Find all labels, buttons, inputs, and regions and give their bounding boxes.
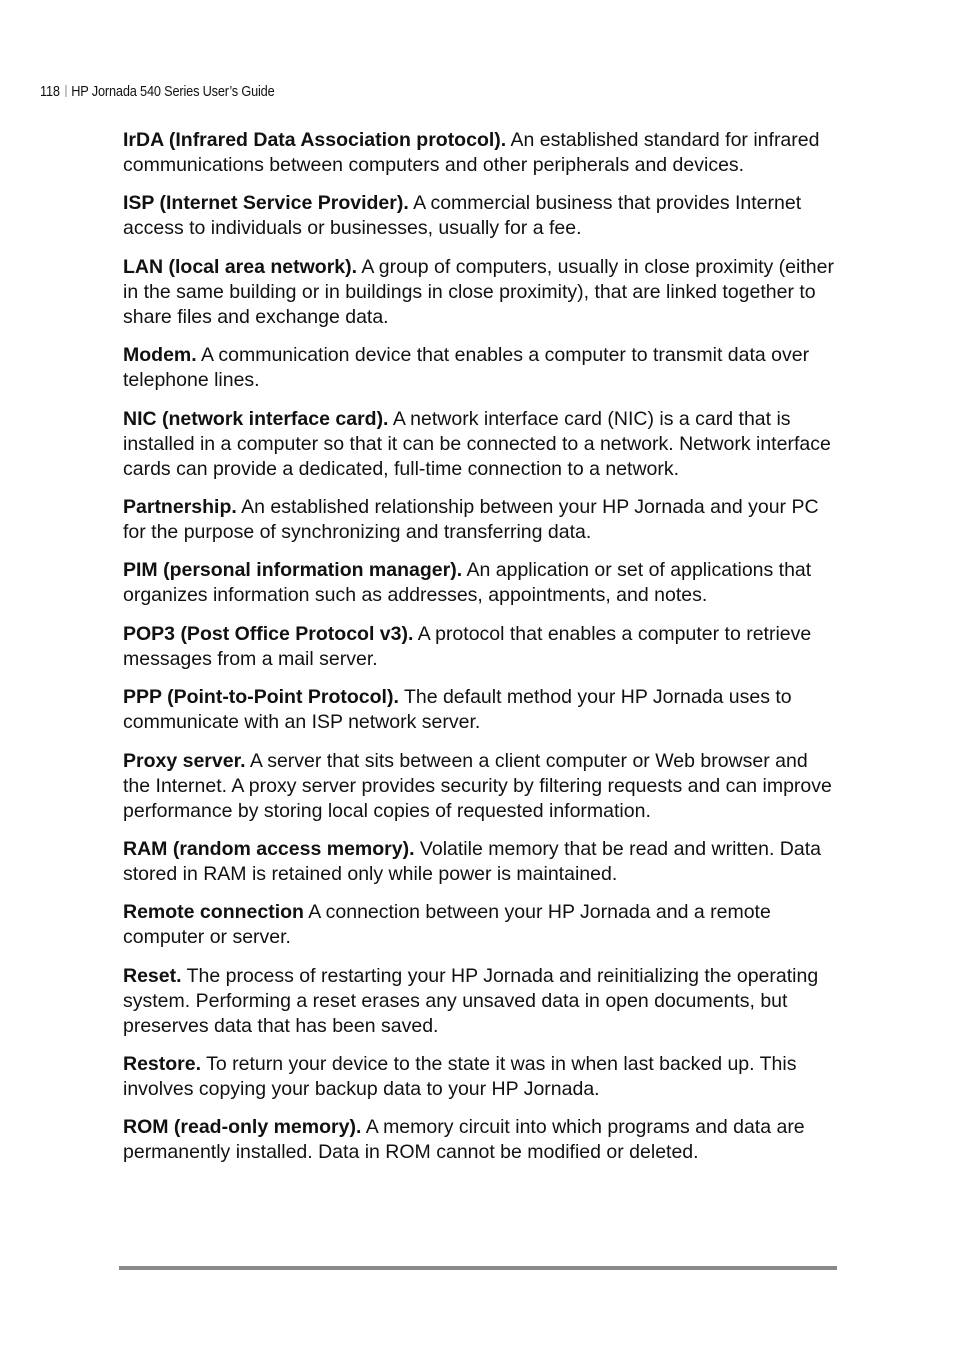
glossary-definition: A server that sits between a client computer or Web browser and the Internet. A proxy server provides security by filtering requests and can improve performance by storing local copies of requested information.: [123, 749, 832, 822]
glossary-term: POP3 (Post Office Protocol v3).: [123, 622, 414, 645]
glossary-entry-ram: [123, 837, 839, 887]
glossary-definition: A network interface card (NIC) is a card that is installed in a computer so that it can be connected to a network. Network interface cards can provide a dedicated, full-time connection to a network.: [123, 407, 831, 480]
glossary-entry-partnership: [123, 495, 839, 545]
glossary-entry-nic: [123, 407, 839, 482]
glossary-definition: A group of computers, usually in close proximity (either in the same building or in buildings in close proximity), that are linked together to share files and exchange data.: [123, 255, 834, 328]
glossary-definition: A memory circuit into which programs and data are permanently installed. Data in ROM cannot be modified or deleted.: [123, 1116, 805, 1164]
glossary-entry-lan: [123, 255, 839, 330]
glossary-definition: The default method your HP Jornada uses to communicate with an ISP network server.: [123, 686, 792, 734]
glossary-term: Restore.: [123, 1053, 202, 1076]
glossary-entry-rom: [123, 1115, 839, 1165]
glossary-term: IrDA (Infrared Data Association protocol).: [123, 129, 507, 151]
glossary-term: PIM (personal information manager).: [123, 559, 463, 582]
glossary-term: ISP (Internet Service Provider).: [123, 192, 409, 215]
glossary-term: Proxy server.: [123, 749, 246, 772]
glossary-term: ROM (read-only memory).: [123, 1116, 362, 1139]
header-separator: [65, 85, 66, 97]
glossary-entry-restore: [123, 1052, 839, 1102]
glossary-definition: An established relationship between your HP Jornada and your PC for the purpose of synchronizing and transferring data.: [123, 495, 819, 543]
glossary-definition: Volatile memory that be read and written. Data stored in RAM is retained only while power is maintained.: [123, 837, 821, 885]
page-number: 118: [40, 84, 60, 100]
glossary-term: Partnership.: [123, 495, 237, 518]
glossary-definition: To return your device to the state it was in when last backed up. This involves copying your backup data to your HP Jornada.: [123, 1053, 797, 1101]
glossary-term: Remote connection: [123, 901, 304, 924]
glossary-term: NIC (network interface card).: [123, 407, 389, 430]
glossary-definition: An established standard for infrared communications between computers and other peripherals and devices.: [123, 129, 820, 176]
glossary-term: RAM (random access memory).: [123, 837, 415, 860]
glossary-entry-remote-connection: [123, 900, 839, 950]
glossary-term: PPP (Point-to-Point Protocol).: [123, 686, 399, 709]
glossary-entry-ppp: [123, 685, 839, 735]
glossary-definition: An application or set of applications that organizes information such as addresses, appointments, and notes.: [123, 559, 812, 607]
glossary-definition: A commercial business that provides Internet access to individuals or businesses, usually for a fee.: [123, 192, 802, 240]
footer-rule: [119, 1266, 837, 1270]
glossary-entry-proxy-server: [123, 749, 839, 824]
glossary-definition: The process of restarting your HP Jornada and reinitializing the operating system. Performing a reset erases any unsaved data in open documents, but preserves data that has been saved.: [123, 964, 819, 1037]
running-header: [40, 84, 275, 100]
glossary-entry-isp: [123, 191, 839, 241]
glossary-entry-irda: [123, 128, 839, 178]
glossary-definition: A connection between your HP Jornada and a remote computer or server.: [123, 901, 771, 949]
glossary-entry-pop3: [123, 622, 839, 672]
glossary-entry-reset: [123, 964, 839, 1039]
glossary-definition: A communication device that enables a computer to transmit data over telephone lines.: [123, 344, 810, 392]
glossary-entry-modem: [123, 343, 839, 393]
glossary-term: Reset.: [123, 964, 182, 987]
glossary-term: Modem.: [123, 344, 197, 367]
glossary-definition: A protocol that enables a computer to retrieve messages from a mail server.: [123, 622, 812, 670]
glossary-entry-pim: [123, 558, 839, 608]
guide-title: HP Jornada 540 Series User’s Guide: [71, 84, 275, 100]
glossary-term: LAN (local area network).: [123, 255, 358, 278]
glossary-list: [123, 128, 839, 1179]
